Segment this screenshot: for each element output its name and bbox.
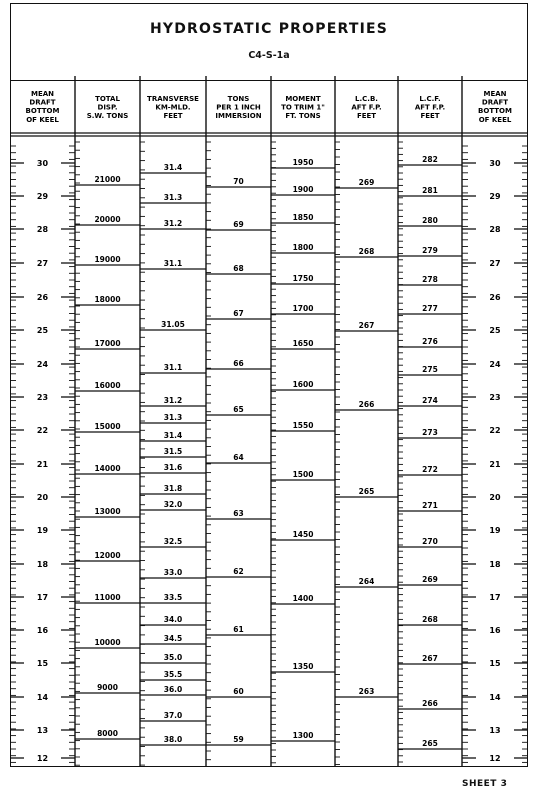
scale-label: 61 [233,625,244,634]
scale-label: 14 [36,693,49,702]
column-header-line: KM-MLD. [155,103,191,112]
scale-label: 266 [422,699,438,708]
scale-label: 10000 [94,638,121,647]
column-header-line: DRAFT [481,98,509,107]
scale-label: 14 [489,693,501,702]
scale-label: 15000 [94,422,121,431]
scale-label: 266 [358,400,375,409]
scale-label: 29 [489,192,501,201]
column-header-line: OF KEEL [26,115,59,124]
column-header-line: TRANSVERSE [147,95,199,103]
scale-label: 21000 [94,175,121,184]
scale-label: 31.2 [163,396,183,405]
scale-label: 60 [233,687,244,696]
scale-label: 11000 [94,593,121,602]
scale-label: 279 [422,246,438,255]
scale-label: 22 [489,426,501,435]
scale-label: 33.5 [163,593,183,602]
scale-label: 265 [358,487,375,496]
scale-label: 265 [422,739,438,748]
scale-label: 59 [233,735,244,744]
scale-label: 282 [422,155,438,164]
scale-label: 67 [233,309,244,318]
column-header-line: L.C.F. [419,95,441,103]
scale-label: 1700 [292,304,314,313]
scale-label: 31.1 [163,259,183,268]
scale-label: 32.0 [163,500,183,509]
scale-label: 8000 [97,729,118,738]
scale-label: 70 [233,177,244,186]
column-header-line: BOTTOM [478,107,512,116]
scale-label: 66 [233,359,244,368]
scale-label: 17000 [94,339,121,348]
scale-label: 35.5 [163,670,183,679]
scale-label: 31.6 [163,463,183,472]
scale-label: 281 [422,186,438,195]
column-header-line: AFT F.P. [414,103,446,112]
scale-label: 13000 [94,507,121,516]
scale-label: 271 [422,501,438,510]
scale-label: 25 [36,326,49,335]
scale-label: 15 [489,659,501,668]
column-header-line: IMMERSION [215,112,262,121]
scale-label: 20 [36,493,49,502]
column-header-line: DISP. [97,103,118,112]
scale-label: 16000 [94,381,121,390]
column-header-line: FEET [163,112,183,121]
page-title: HYDROSTATIC PROPERTIES [149,21,389,37]
scale-label: 1300 [292,731,314,740]
scale-label: 1400 [292,594,314,603]
column-header-line: OF KEEL [478,115,512,124]
column-header-line: FEET [356,112,377,121]
scale-label: 13 [489,726,501,735]
scale-label: 31.2 [163,219,183,228]
scale-label: 12 [36,754,49,763]
scale-label: 13 [36,726,49,735]
scale-label: 31.5 [163,447,183,456]
scale-label: 1350 [292,662,314,671]
scale-label: 15 [36,659,49,668]
scale-label: 269 [422,575,438,584]
scale-label: 17 [36,593,49,602]
scale-label: 24 [489,360,501,369]
scale-label: 1900 [292,185,314,194]
column-header-line: MEAN [483,90,507,98]
scale-label: 16 [489,626,501,635]
scale-label: 20000 [94,215,121,224]
column-header-line: AFT F.P. [351,103,382,112]
column-header-line: PER 1 INCH [216,103,261,112]
scale-label: 268 [358,247,375,256]
scale-label: 267 [358,321,375,330]
scale-label: 18 [36,560,49,569]
scale-label: 276 [422,337,438,346]
scale-label: 24 [36,360,49,369]
column-header-line: MEAN [30,90,55,98]
scale-label: 19000 [94,255,121,264]
scale-label: 31.4 [163,163,183,172]
ship-class-subtitle: C4-S-1a [248,50,290,61]
scale-label: 268 [422,615,438,624]
scale-label: 12 [489,754,501,763]
scale-label: 30 [36,159,49,168]
scale-label: 37.0 [163,711,183,720]
scale-label: 23 [489,393,501,402]
scale-label: 1500 [292,470,314,479]
scale-label: 278 [422,275,438,284]
column-header-line: TONS [227,95,250,103]
scale-label: 27 [489,259,501,268]
scale-label: 31.3 [163,413,183,422]
scale-label: 23 [36,393,49,402]
column-header-line: TOTAL [95,95,120,103]
scale-label: 29 [36,192,49,201]
scale-label: 19 [36,526,49,535]
scale-label: 1450 [292,530,314,539]
scale-label: 277 [422,304,438,313]
scale-label: 264 [358,577,375,586]
scale-label: 31.1 [163,363,183,372]
scale-label: 9000 [97,683,118,692]
scale-label: 269 [358,178,375,187]
column-header-line: FT. TONS [285,112,321,121]
scale-label: 1600 [292,380,314,389]
scale-label: 38.0 [163,735,183,744]
scale-label: 1800 [292,243,314,252]
scale-label: 12000 [94,551,121,560]
sheet-number: SHEET 3 [462,779,508,789]
scale-label: 22 [36,426,49,435]
scale-label: 21 [489,460,501,469]
scale-label: 69 [233,220,244,229]
scale-label: 267 [422,654,438,663]
scale-label: 64 [233,453,244,462]
column-header-line: S.W. TONS [86,112,129,121]
scale-label: 32.5 [163,537,183,546]
column-header-line: FEET [420,112,440,121]
scale-label: 33.0 [163,568,183,577]
scale-label: 63 [233,509,244,518]
scale-label: 1750 [292,274,314,283]
scale-label: 34.5 [163,634,183,643]
scale-label: 275 [422,365,438,374]
scale-label: 18000 [94,295,121,304]
scale-label: 274 [422,396,438,405]
scale-label: 17 [489,593,501,602]
scale-label: 14000 [94,464,121,473]
scale-label: 28 [36,225,49,234]
scale-label: 31.3 [163,193,183,202]
scale-label: 280 [422,216,438,225]
scale-label: 1950 [292,158,314,167]
scale-label: 27 [36,259,49,268]
column-header-line: MOMENT [285,95,321,103]
scale-label: 31.05 [161,320,185,329]
scale-label: 272 [422,465,438,474]
scale-label: 28 [489,225,501,234]
scale-label: 270 [422,537,438,546]
scale-label: 1550 [292,421,314,430]
scale-label: 62 [233,567,244,576]
scale-label: 65 [233,405,244,414]
column-header-line: DRAFT [29,98,56,107]
scale-label: 1650 [292,339,314,348]
scale-label: 263 [358,687,375,696]
scale-label: 21 [36,460,49,469]
scale-label: 26 [489,293,501,302]
scale-label: 31.4 [163,431,183,440]
column-header-line: BOTTOM [25,107,60,116]
scale-label: 30 [489,159,501,168]
scale-label: 19 [489,526,501,535]
scale-label: 34.0 [163,615,183,624]
scale-label: 35.0 [163,653,183,662]
scale-label: 16 [36,626,49,635]
scale-label: 20 [489,493,501,502]
scale-label: 18 [489,560,501,569]
scale-label: 68 [233,264,244,273]
column-header-line: L.C.B. [355,95,378,103]
scale-label: 25 [489,326,501,335]
column-header-line: TO TRIM 1" [281,103,325,112]
scale-label: 273 [422,428,438,437]
scale-label: 31.8 [163,484,183,493]
scale-label: 26 [36,293,49,302]
scale-label: 1850 [292,213,314,222]
scale-label: 36.0 [163,685,183,694]
